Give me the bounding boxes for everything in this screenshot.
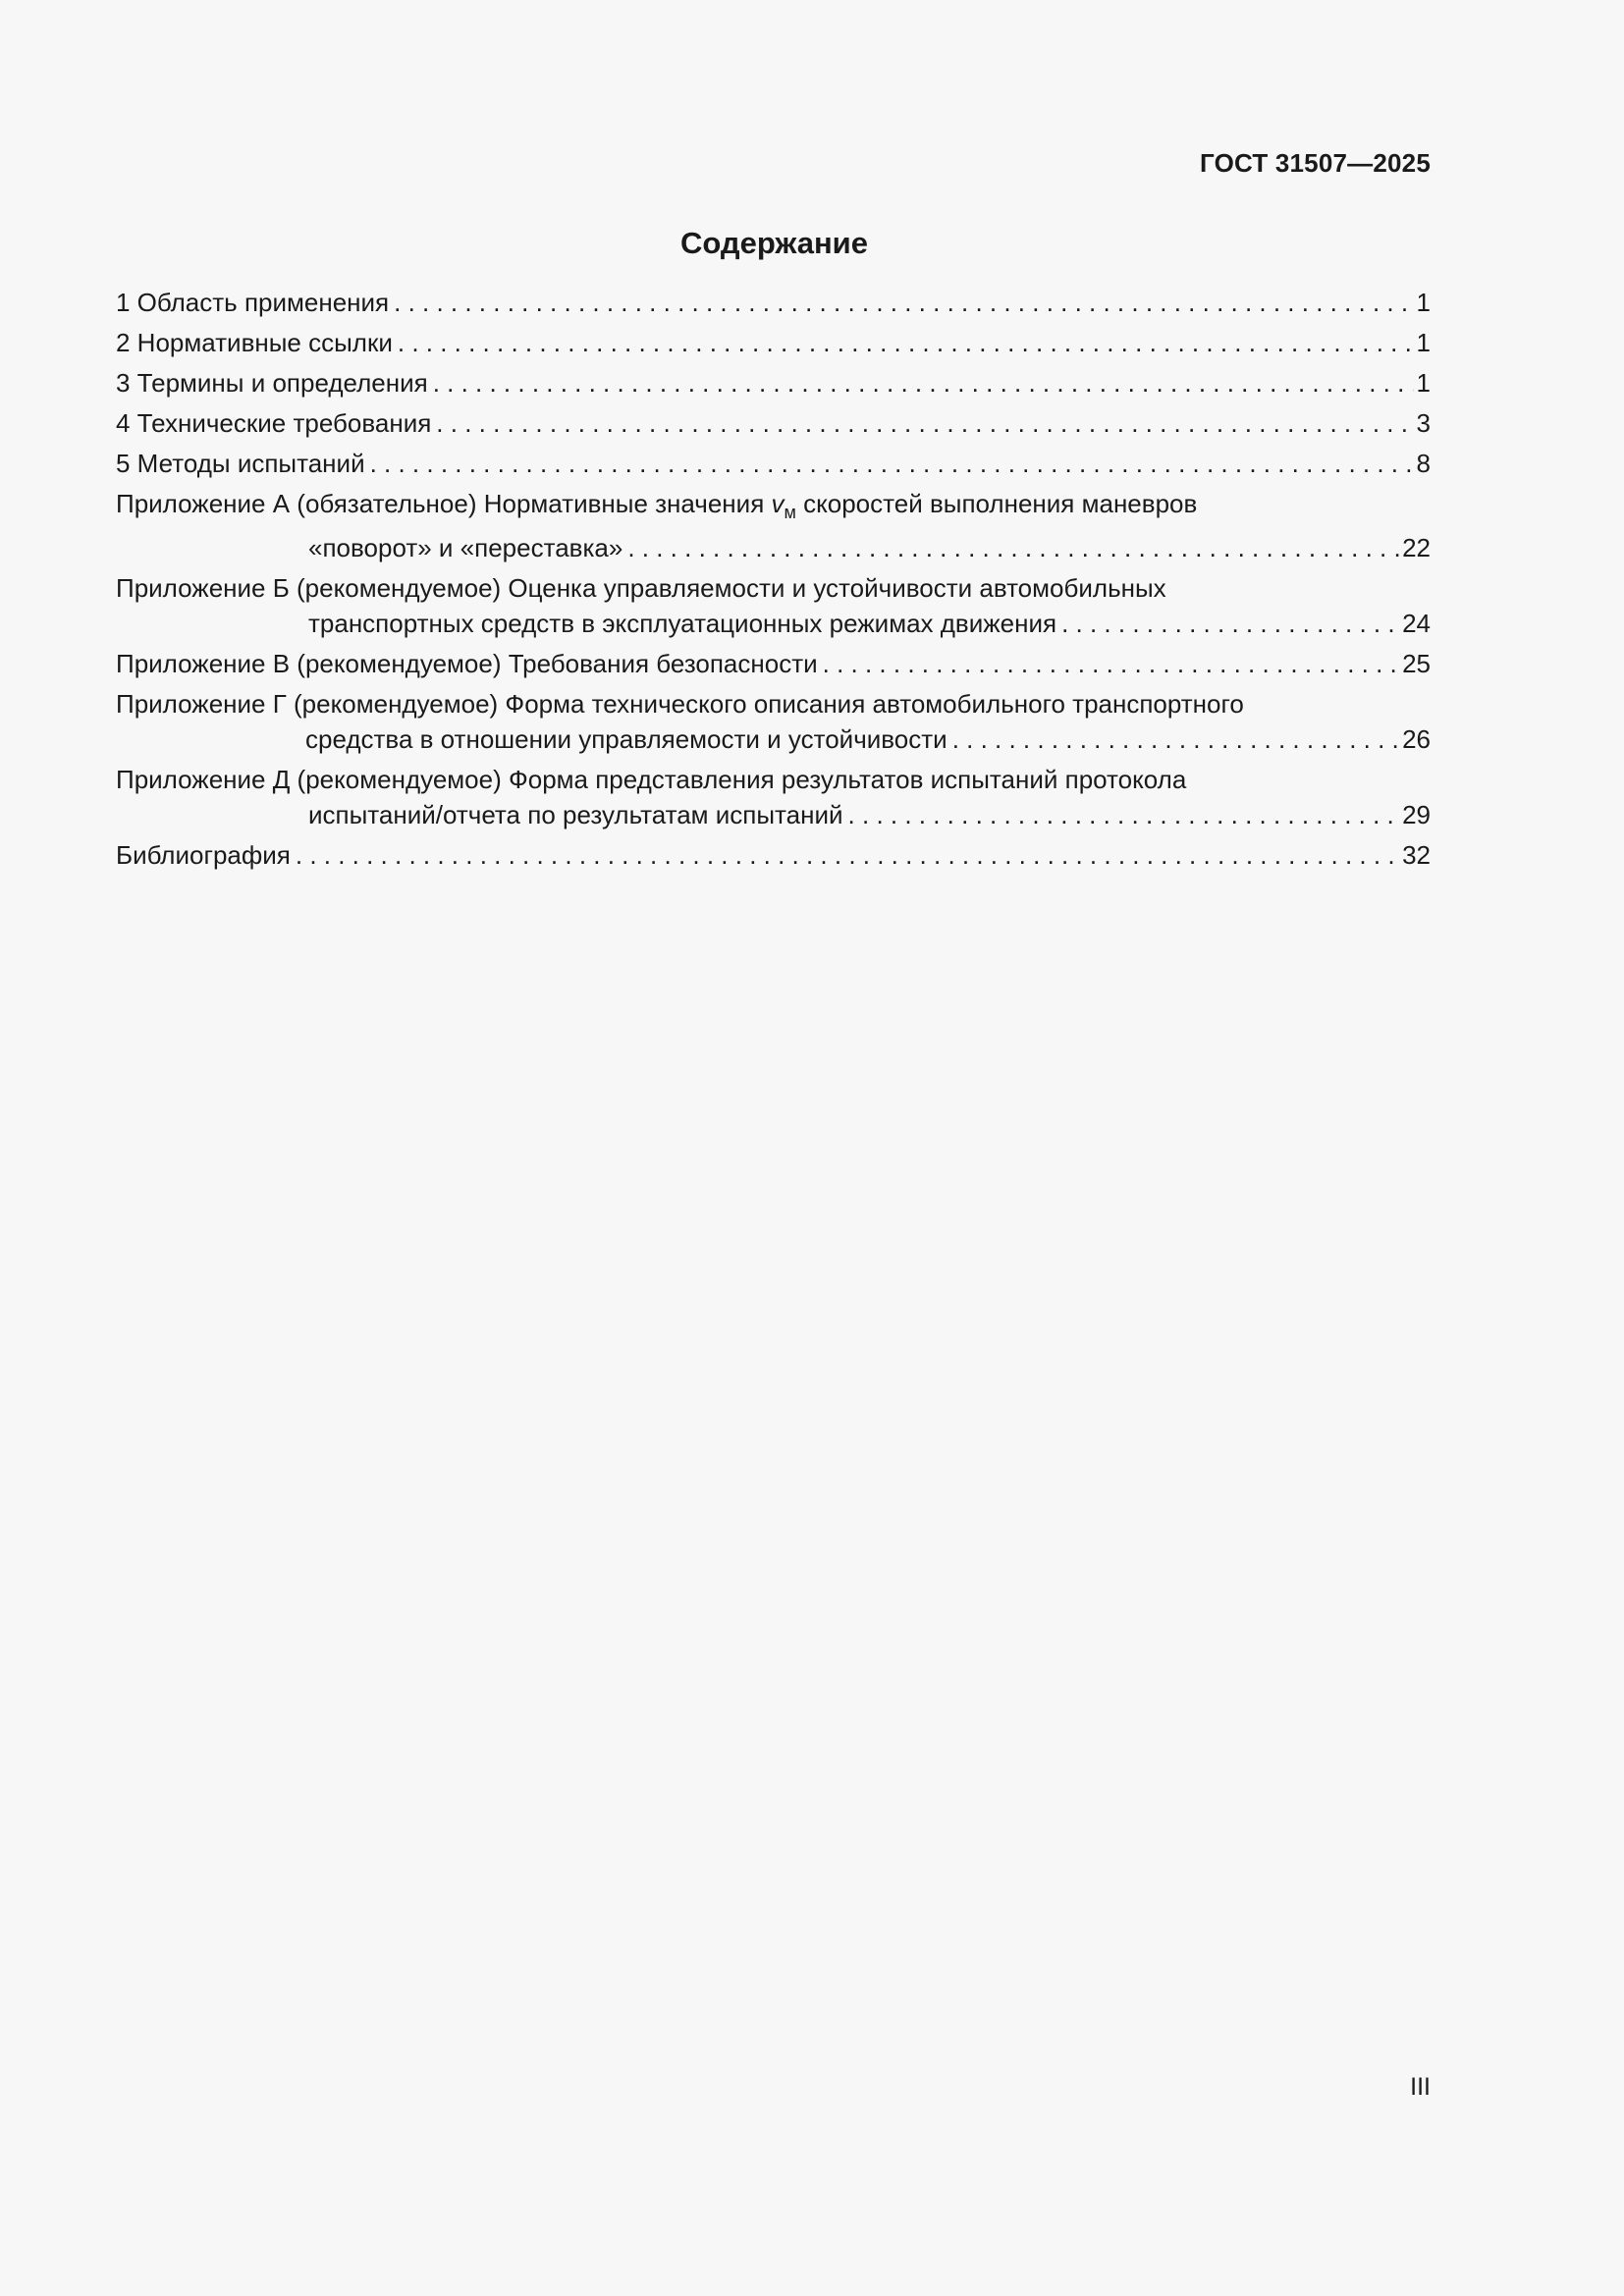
velocity-symbol: v xyxy=(771,489,785,518)
toc-entry-bibliography[interactable] xyxy=(116,837,1431,873)
toc-entry-page: 22 xyxy=(1402,533,1431,562)
toc-entry-page: 26 xyxy=(1402,724,1431,754)
toc-entry-label-line2: транспортных средств в эксплуатационных режимах движения xyxy=(308,609,1057,638)
document-code: ГОСТ 31507—2025 xyxy=(1200,148,1431,178)
toc-entry-label: 2 Нормативные ссылки xyxy=(116,328,393,357)
toc-entry-text: скоростей выполнения маневров xyxy=(795,489,1198,518)
toc-entry-text: Приложение А (обязательное) Нормативные значения xyxy=(116,489,772,518)
toc-entry-page: 1 xyxy=(1416,288,1431,317)
toc-entry-page: 32 xyxy=(1402,840,1431,870)
dot-leader xyxy=(398,325,1414,360)
toc-entry-label-line2: испытаний/отчета по результатам испытаний xyxy=(308,800,843,829)
dot-leader xyxy=(848,797,1400,832)
toc-entry-page: 29 xyxy=(1402,800,1431,829)
toc-entry-page: 8 xyxy=(1416,449,1431,478)
toc-entry-label: 3 Термины и определения xyxy=(116,368,428,398)
toc-entry-page: 25 xyxy=(1402,649,1431,678)
toc-entry-page: 1 xyxy=(1416,368,1431,398)
toc-entry-appendix-g[interactable] xyxy=(116,686,1431,757)
dot-leader xyxy=(394,285,1413,320)
toc-entry-appendix-b[interactable] xyxy=(116,570,1431,641)
toc-entry-normative-references[interactable] xyxy=(116,325,1431,360)
toc-entry-page: 1 xyxy=(1416,328,1431,357)
toc-entry-appendix-v[interactable] xyxy=(116,646,1431,681)
velocity-subscript: м xyxy=(784,503,796,522)
toc-entry-label: 1 Область применения xyxy=(116,288,390,317)
dot-leader xyxy=(627,530,1399,565)
dot-leader xyxy=(952,721,1399,757)
toc-entry-label: Библиография xyxy=(116,840,291,870)
dot-leader xyxy=(823,646,1399,681)
toc-title: Содержание xyxy=(680,226,868,260)
toc-entry-label-line2: средства в отношении управляемости и устойчивости xyxy=(305,724,947,754)
toc-entry-scope[interactable] xyxy=(116,285,1431,320)
dot-leader xyxy=(370,446,1414,481)
dot-leader xyxy=(436,405,1413,441)
toc-entry-requirements[interactable] xyxy=(116,405,1431,441)
toc-entry-label-line1: Приложение Г (рекомендуемое) Форма технического описания автомобильного транспортного xyxy=(116,689,1244,719)
toc-entry-page: 3 xyxy=(1416,408,1431,438)
toc-entry-label: 4 Технические требования xyxy=(116,408,432,438)
toc-entry-label-line1: Приложение Б (рекомендуемое) Оценка управляемости и устойчивости автомобильных xyxy=(116,573,1166,603)
toc-entry-appendix-d[interactable] xyxy=(116,762,1431,832)
table-of-contents xyxy=(116,285,1431,878)
toc-entry-label: Приложение В (рекомендуемое) Требования безопасности xyxy=(116,649,818,678)
dot-leader xyxy=(296,837,1399,873)
toc-entry-page: 24 xyxy=(1402,609,1431,638)
dot-leader xyxy=(433,365,1414,400)
page-number: III xyxy=(1410,2073,1431,2101)
dot-leader xyxy=(1061,606,1399,641)
toc-entry-appendix-a[interactable] xyxy=(116,486,1431,565)
toc-entry-terms[interactable] xyxy=(116,365,1431,400)
toc-entry-label: 5 Методы испытаний xyxy=(116,449,365,478)
toc-entry-test-methods[interactable] xyxy=(116,446,1431,481)
toc-entry-label-line1 xyxy=(116,486,1431,530)
toc-entry-label-line2: «поворот» и «переставка» xyxy=(308,533,623,562)
toc-entry-label-line1: Приложение Д (рекомендуемое) Форма представления результатов испытаний протокола xyxy=(116,765,1187,794)
